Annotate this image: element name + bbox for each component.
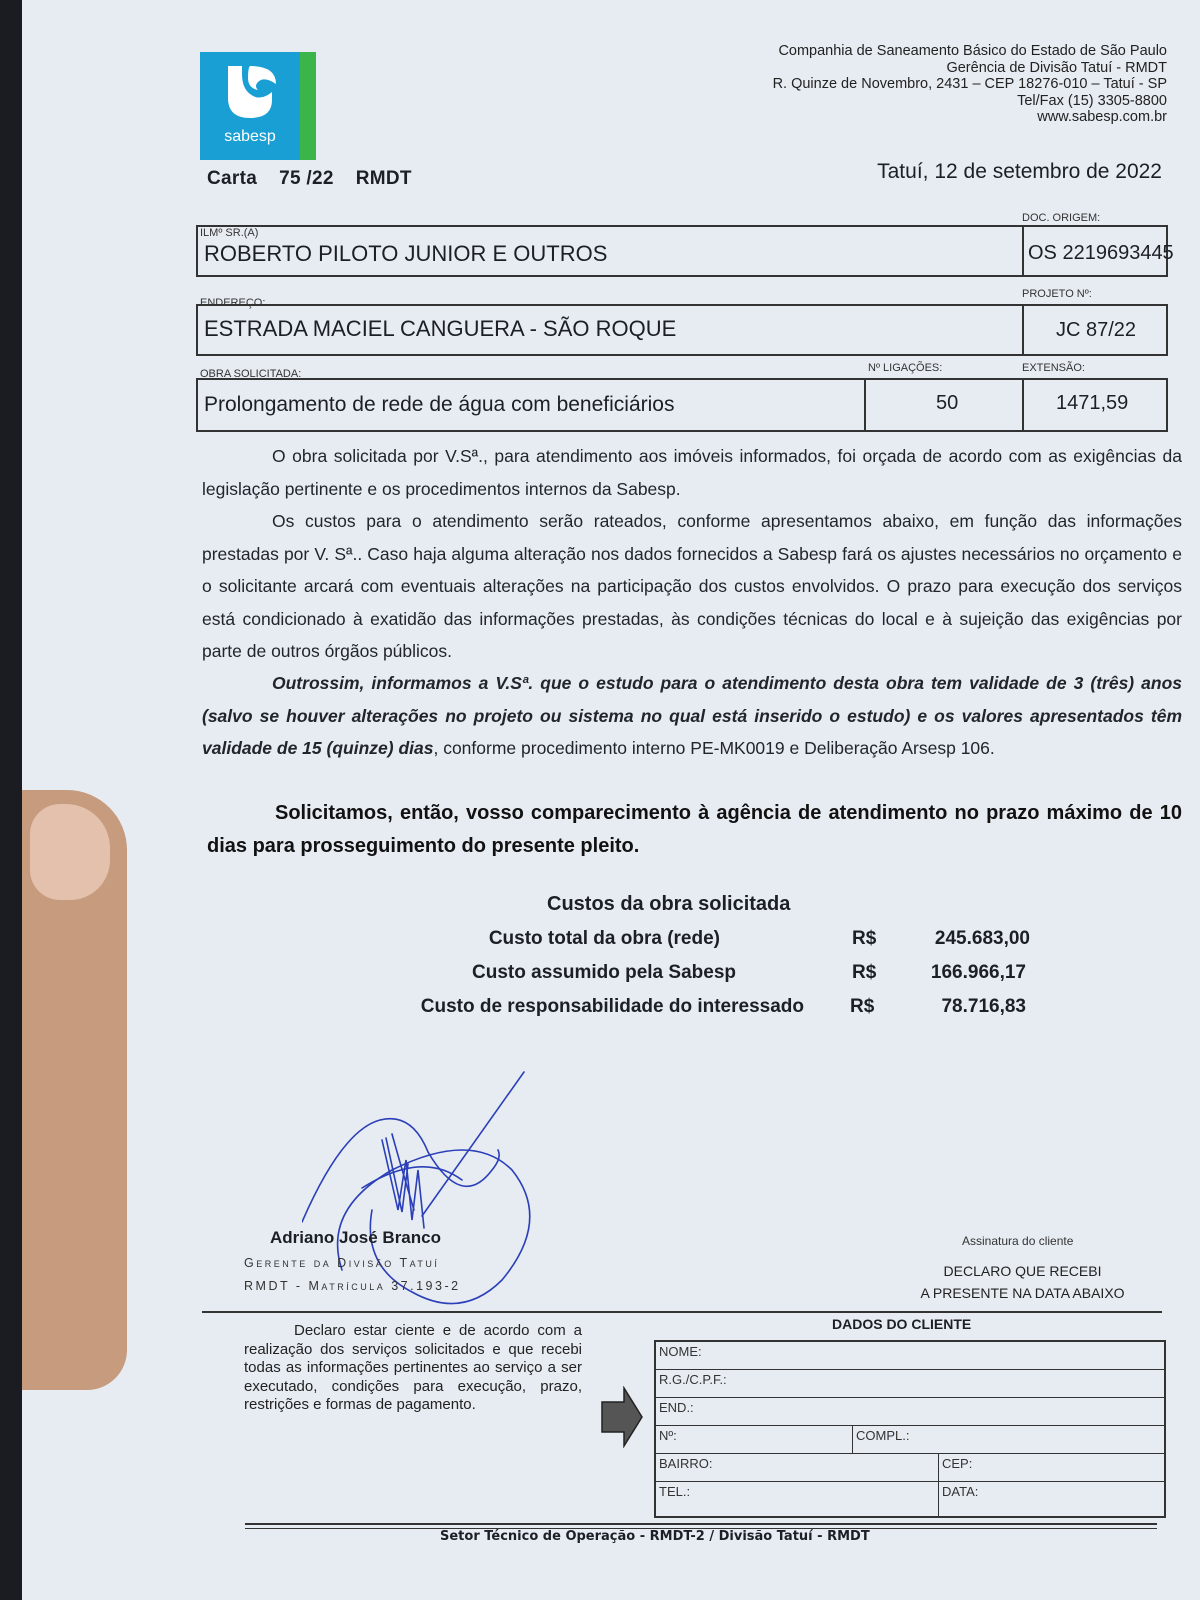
manager-name: Adriano José Branco: [270, 1228, 441, 1247]
form-end-label: END.:: [659, 1400, 694, 1415]
sabesp-logo: [200, 52, 316, 160]
form-compl-label: COMPL.:: [856, 1428, 910, 1443]
ligacoes-label: Nº LIGAÇÕES:: [868, 362, 943, 374]
form-row-bairro: [656, 1454, 1164, 1482]
address-box: [196, 304, 1168, 356]
obra-label: OBRA SOLICITADA:: [200, 368, 302, 380]
company-header: Companhia de Saneamento Básico do Estado de São Paulo Gerência de Divisão Tatuí - RMDT R. Quinze de Novembro, 2431 – CEP 18276-010 – Tatuí - SP Tel/Fax (15) 3305-8800 www.sabesp.com.br: [772, 43, 1167, 125]
form-numero-label: Nº:: [659, 1428, 677, 1443]
form-nome-label: NOME:: [659, 1344, 702, 1359]
holding-thumb: [22, 790, 127, 1390]
costs-title: Custos da obra solicitada: [547, 893, 791, 915]
form-tel-label: TEL.:: [659, 1484, 691, 1499]
body-paragraph-4: Solicitamos, então, vosso comparecimento à agência de atendimento no prazo máximo de 10 dias para prosseguimento do presente pleito.: [207, 802, 1182, 857]
letter-number: Carta 75 /22 RMDT: [207, 168, 412, 189]
doc-origem-value: OS 2219693445: [1028, 242, 1174, 264]
ligacoes-value: 50: [936, 392, 959, 414]
address-value: ESTRADA MACIEL CANGUERA - SÃO ROQUE: [204, 316, 677, 341]
extensao-label: EXTENSÃO:: [1022, 362, 1085, 374]
form-row-rg: [656, 1370, 1164, 1398]
logo-text: sabesp: [224, 128, 276, 145]
body-paragraph-2: Os custos para o atendimento serão rateados, conforme apresentamos abaixo, em função das informações prestadas por V. Sª.. Caso haja alguma alteração nos dados fornecidos a Sabesp fará os ajustes necessários no orçamento e o solicitante arcará com eventuais alterações na participação dos custos envolvidos. O prazo para execução dos serviços está condicionado à exatidão das informações prestadas, às condições técnicas do local e à sujeição das exigências por parte de outros órgãos públicos.: [202, 511, 1182, 661]
form-row-nome: [656, 1342, 1164, 1370]
handwritten-signature: [302, 1060, 562, 1310]
client-data-form: [654, 1340, 1166, 1518]
recipient-name: ROBERTO PILOTO JUNIOR E OUTROS: [204, 241, 608, 266]
manager-role: Gerente da Divisão Tatuí: [244, 1256, 440, 1270]
letter-date: Tatuí, 12 de setembro de 2022: [877, 160, 1162, 183]
cost-currency-total: R$: [852, 928, 877, 949]
document-page: [22, 0, 1200, 1600]
projeto-value: JC 87/22: [1056, 319, 1137, 341]
form-data-label: DATA:: [942, 1484, 979, 1499]
body-paragraph-3: Outrossim, informamos a V.Sª. que o estudo para o atendimento desta obra tem validade de 3 (três) anos (salvo se houver alterações no projeto ou sistema no qual está inserido o estudo) e os valores apresentados têm validade de 15 (quinze) dias, conforme procedimento interno PE-MK0019 e Deliberação Arsesp 106.: [202, 673, 1182, 758]
manager-matricula: RMDT - Matrícula 37.193-2: [244, 1279, 461, 1293]
arrow-right-icon: [600, 1386, 644, 1448]
sabesp-mark-icon: [214, 62, 286, 124]
client-data-title: DADOS DO CLIENTE: [832, 1316, 972, 1332]
client-declaration-text: Declaro estar ciente e de acordo com a realização dos serviços solicitados e que recebi todas as informações pertinentes ao serviço a ser executado, condições para execução, prazo, restrições e formas de pagamento.: [244, 1322, 582, 1413]
obra-value: Prolongamento de rede de água com beneficiários: [204, 393, 675, 416]
cost-currency-interessado: R$: [850, 996, 875, 1017]
form-bairro-label: BAIRRO:: [659, 1456, 713, 1471]
form-row-tel: [656, 1482, 1164, 1516]
endereco-label: ENDEREÇO:: [200, 297, 266, 309]
cost-currency-sabesp: R$: [852, 962, 877, 983]
body-paragraph-1: O obra solicitada por V.Sª., para atendimento aos imóveis informados, foi orçada de acordo com as exigências da legislação pertinente e os procedimentos internos da Sabesp.: [202, 446, 1182, 499]
footer-rule: [245, 1523, 1157, 1525]
cost-value-total: 245.683,00: [934, 928, 1030, 949]
ilm-label: ILMº SR.(A): [200, 227, 259, 239]
form-row-end: [656, 1398, 1164, 1426]
cost-label-total: Custo total da obra (rede): [488, 928, 720, 949]
divider-line: [202, 1311, 1162, 1313]
client-signature-label: Assinatura do cliente: [962, 1234, 1074, 1248]
form-row-numero: [656, 1426, 1164, 1454]
doc-origem-label: DOC. ORIGEM:: [1022, 212, 1101, 224]
obra-box: [196, 378, 1168, 432]
projeto-label: PROJETO Nº:: [1022, 288, 1092, 300]
received-declaration: DECLARO QUE RECEBI A PRESENTE NA DATA ABAIXO: [920, 1263, 1125, 1301]
footer-text: Setor Técnico de Operação - RMDT-2 / Divisão Tatuí - RMDT: [440, 1529, 870, 1544]
cost-value-sabesp: 166.966,17: [930, 962, 1026, 983]
form-rg-label: R.G./C.P.F.:: [659, 1372, 727, 1387]
extensao-value: 1471,59: [1056, 392, 1129, 414]
cost-label-interessado: Custo de responsabilidade do interessado: [420, 996, 804, 1017]
recipient-box: [196, 225, 1174, 277]
cost-label-sabesp: Custo assumido pela Sabesp: [472, 962, 736, 983]
form-cep-label: CEP:: [942, 1456, 973, 1471]
cost-value-interessado: 78.716,83: [941, 996, 1026, 1017]
